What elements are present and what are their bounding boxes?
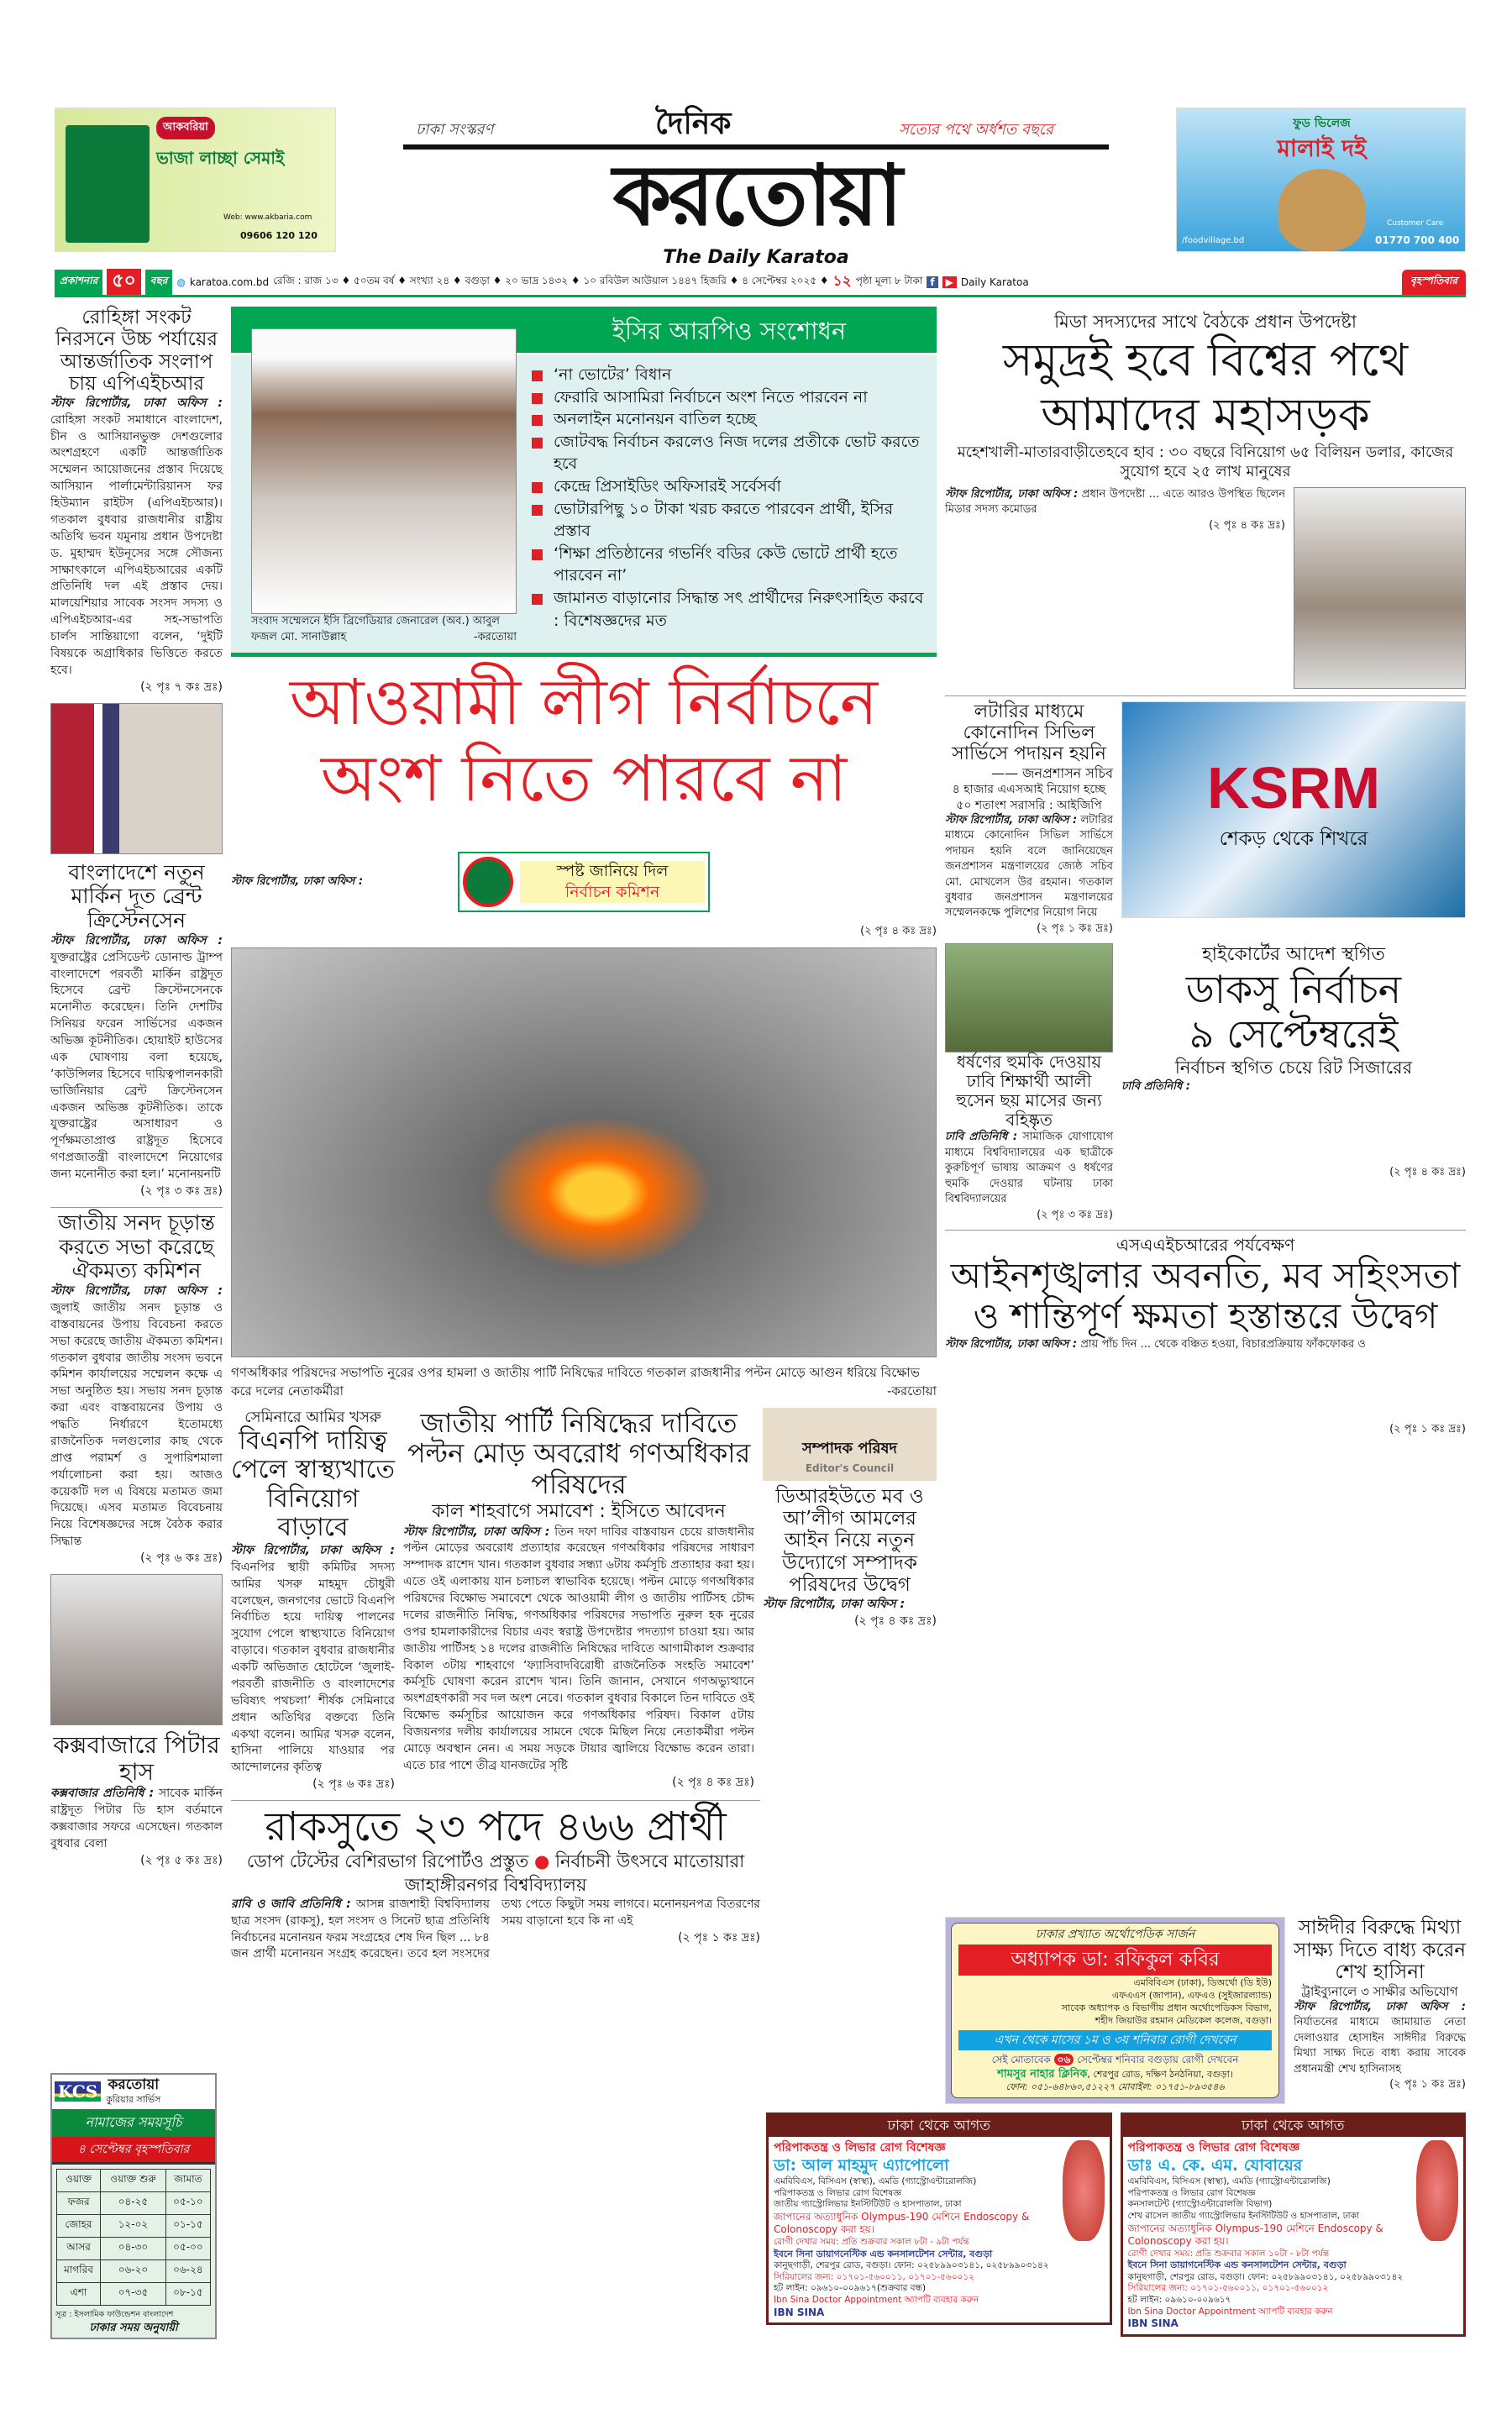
headline: রোহিঙ্গা সংকট নিরসনে উচ্চ পর্যায়ের আন্তর্জাতিক সংলাপ চায় এপিএইচআর: [55, 307, 218, 396]
story-jatiya-party: [403, 1408, 754, 1792]
subheadline: কাল শাহবাগে সমাবেশ : ইসিতে আবেদন: [432, 1500, 726, 1522]
ad-care-label: Customer Care: [1387, 219, 1444, 228]
ad-brand: আকবরিয়া: [156, 117, 215, 139]
prayer-row: ফজর ০৪-২৫ ০৫-১০: [57, 2191, 211, 2214]
jump-link[interactable]: (২ পৃঃ ৪ কঃ দ্রঃ): [860, 925, 937, 938]
globe-icon: ◍: [176, 276, 186, 288]
ec-inset-box: [458, 852, 710, 912]
right-row-3: [945, 1917, 1466, 2104]
ad-brand: ফুড ভিলেজ: [1293, 117, 1351, 130]
bullet-square-icon: [532, 549, 543, 560]
story-body: স্টাফ রিপোর্টার, ঢাকা অফিস : লটারির মাধ্যমে কোনোদিন সিভিল সার্ভিসে পদায়ন হয়নি বলে জানিয়েছেন জনপ্রশাসন মন্ত্রণালয়ের জ্যেষ্ঠ সচিব মো. মোখলেস উর রহমান। গতকাল বুধবার জনপ্রশাসন মন্ত্রণালয়ের সম্মেলনকক্ষে পুলিশের নিয়োগ নিয়ে (২ পৃঃ ১ কঃ দ্রঃ): [945, 813, 1113, 935]
kcs-header: [52, 2075, 215, 2108]
years-badge: ৫০: [107, 269, 141, 297]
ec-point: ‘না ভোটের’ বিধান: [532, 364, 927, 386]
ad-gastro-doctor[interactable]: ঢাকা থেকে আগত পরিপাকতন্ত্র ও লিভার রোগ বিশেষজ্ঞ ডাঃ এ. কে. এম. যোবায়ের এমবিবিএস, বিসিএস (স্বাস্থ্য), এমডি (গ্যাস্ট্রোএন্টারোলজি) পরিপাকতন্ত্র ও লিভার রোগ বিশেষজ্ঞ কনসালটেন্ট (গ্যাস্ট্রোএন্টারোলজি বিভাগ) শেখ রাসেল জাতীয় গ্যাস্ট্রোলিভার ইনস্টিটিউট ও হাসপাতাল, ঢাকা জাপানের অত্যাধুনিক Olympus-190 মেশিনে Endoscopy & Colonoscopy করা হয়। রোগী দেখার সময়: প্রতি শুক্রবার সকাল ১০টা - ৮টা পর্যন্ত ইবনে সিনা ডায়াগনেস্টিক এন্ড কনসালটেশন সেন্টার, বগুড়া কানুছগাড়ী, শেরপুর রোড, বগুড়া। ফোন: ০২৫৮৯৯০৩১৪১, ০২৫৮৯৯০৩১৪২ সিরিয়ালের জন্য: ০১৭০১-৫৬০০১১, ০১৭০১-৫৬০০১২ হট লাইন: ০৯৬১০-০০৯৬১৭ Ibn Sina Doctor Appointment অ্যাপটি ব্যবহার করুন IBN SINA: [1121, 2112, 1467, 2337]
story-body: রাবি ও জাবি প্রতিনিধি : আসন্ন রাজশাহী বিশ্ববিদ্যালয় ছাত্র সংসদ (রাকসু), হল সংসদ ও সিনেট ছাত্র প্রতিনিধি নির্বাচনের মনোনয়ন ফরম সংগ্রহের শেষ দিন ছিল ... ৮৪ জন প্রার্থী মনোনয়ন সংগ্রহ করেছেন। তবে হল সংসদের তথ্য পেতে কিছুটা সময় লাগবে। মনোনয়নপত্র বিতরণের সময় বাড়ানো হবে কি না এই (২ পৃঃ ১ কঃ দ্রঃ): [231, 1897, 760, 1961]
schedule: এখন থেকে মাসের ১ম ও ৩য় শনিবার রোগী দেখবেন: [958, 2030, 1272, 2051]
facebook-icon[interactable]: f: [927, 276, 937, 288]
headline: জাতীয় পার্টি নিষিদ্ধের দাবিতে পল্টন মোড় অবরোধ গণঅধিকার পরিষদের: [407, 1406, 751, 1501]
story-body: স্টাফ রিপোর্টার, ঢাকা অফিস : (২ পৃঃ ৪ কঃ দ্রঃ): [763, 1597, 937, 1628]
subheadline: মহেশখালী-মাতারবাড়ীতেহবে হাব : ৩০ বছরে বিনিয়োগ ৬৫ বিলিয়ন ডলার, কাজের সুযোগ হবে ২৫ লাখ মানুষের: [957, 443, 1454, 481]
story-body: [50, 396, 223, 696]
story-hasina-testimony: [1294, 1917, 1466, 2093]
story-peter-haas: [50, 1732, 223, 1870]
prayer-note: ঢাকার সময় অনুযায়ী: [89, 2322, 178, 2334]
headline: সাঈদীর বিরুদ্ধে মিথ্যা সাক্ষ্য দিতে বাধ্য করেন শেখ হাসিনা: [1294, 1917, 1467, 1984]
masthead-slogan: সত্যের পথে অর্ধশত বছরে: [899, 121, 1053, 139]
ec-point: জোটবদ্ধ নির্বাচন করলেও নিজ দলের প্রতীকে ভোট করতে হবে: [532, 431, 927, 475]
story-dhaka-univ-expelled: [945, 1052, 1113, 1223]
story-body: স্টাফ রিপোর্টার, ঢাকা অফিস : নির্যাতনের মাধ্যমে জামায়াত নেতা দেলাওয়ার হোসাইন সাঈদীর বিরুদ্ধে মিথ্যা সাক্ষ্য দিতে বাধ্য করায় সাবেক প্রধানমন্ত্রী শেখ হাসিনাসহ (২ পৃঃ ১ কঃ দ্রঃ): [1294, 2001, 1466, 2091]
bullet-square-icon: [532, 438, 543, 449]
jump-link[interactable]: (২ পৃঃ ৬ কঃ দ্রঃ): [140, 1551, 223, 1565]
inset-line-1: স্পষ্ট জানিয়ে দিল: [556, 862, 669, 881]
bullet-square-icon: [532, 415, 543, 426]
story-body: ঢাবি প্রতিনিধি : সামাজিক যোগাযোগ মাধ্যমে বিশ্ববিদ্যালয়ের এক ছাত্রীকে কুরুচিপূর্ণ ভাষায় আক্রমণ ও ধর্ষণের হুমকি দেওয়ার ঘটনায় ঢাকা বিশ্ববিদ্যালয়ের (২ পৃঃ ৩ কঃ দ্রঃ): [945, 1131, 1113, 1221]
story-editors-council: [763, 1408, 937, 1630]
ec-points-list: [532, 364, 927, 632]
doctor-name: অধ্যাপক ডা: রফিকুল কবির: [958, 1945, 1272, 1976]
ec-secretary-photo: [251, 328, 517, 614]
bottom-doctor-ads: [766, 2112, 1466, 2337]
ad-gastro-doctor[interactable]: ঢাকা থেকে আগত পরিপাকতন্ত্র ও লিভার রোগ বিশেষজ্ঞ ডা: আল মাহমুদ এ্যাপোলো এমবিবিএস, বিসিএস (স্বাস্থ্য), এমডি (গ্যাস্ট্রোএন্টারোলজি) পরিপাকতন্ত্র ও লিভার রোগ বিশেষজ্ঞ জাতীয় গ্যাস্ট্রোলিভার ইনস্টিটিউট ও হাসপাতাল, ঢাকা জাপানের অত্যাধুনিক Olympus-190 মেশিনে Endoscopy & Colonoscopy করা হয়। রোগী দেখার সময়: প্রতি শুক্রবার সকাল ৮টা - ৯টা পর্যন্ত ইবনে সিনা ডায়াগনেস্টিক এন্ড কনসালটেশন সেন্টার, বগুড়া কানুছগাড়ী, শেরপুর রোড, বগুড়া। ফোন: ০২৫৮৯৯০৩১৪১, ০২৫৮৯৯০৩১৪২ সিরিয়ালের জন্য: ০১৭০১-৫৬০০১১, ০১৭০১-৫৬০০১২ হট লাইন: ০৯৬১০-০০৯৬১৭(শুক্রবার বন্ধ) Ibn Sina Doctor Appointment অ্যাপটি ব্যবহার করুন IBN SINA: [766, 2112, 1112, 2325]
headline: আইনশৃঙ্খলার অবনতি, মব সহিংসতা ও শান্তিপূর্ণ ক্ষমতা হস্তান্তরে উদ্বেগ: [950, 1255, 1461, 1337]
headline: বিএনপি দায়িত্ব পেলে স্বাস্থ্যখাতে বিনিয়োগ বাড়াবে: [231, 1425, 395, 1543]
doi-pot-image: [1278, 169, 1366, 251]
story-khosru: [231, 1408, 395, 1794]
bullet-square-icon: [532, 370, 543, 381]
ad-product: ভাজা লাচ্ছা সেমাই: [156, 148, 285, 168]
body-text: সাবেক মার্কিন রাষ্ট্রদূত পিটার ডি হাস বর্তমানে কক্সবাজার সফরে এসেছেন। গতকাল বুধবার বেলা: [50, 1787, 223, 1850]
story-body: স্টাফ রিপোর্টার, ঢাকা অফিস : বিএনপির স্থায়ী কমিটির সদস্য আমির খসরু মাহমুদ চৌধুরী বলেছেন, জনগণের ভোটে বিএনপি নির্বাচিত হয়ে দায়িত্ব পালনের সুযোগ পেলে স্বাস্থ্যখাতে বিনিয়োগ বাড়াবে। গতকাল বুধবার রাজধানীর একটি অভিজাত হোটেলে ‘জুলাই-পরবর্তী রাজনীতি ও বাংলাদেশের ভবিষ্যৎ পথচলা’ শীর্ষক সেমিনারে প্রধান অতিথির বক্তব্যে তিনি একথা বলেন। আমির খসরু বলেন, হাসিনা পালিয়ে যাওয়ার পর আন্দোলনের কৃতিত্ব (২ পৃঃ ৬ কঃ দ্রঃ): [231, 1543, 395, 1792]
story-sahr: [945, 1230, 1466, 1438]
attribution: —— জনপ্রশাসন সচিব: [991, 764, 1113, 781]
kcs-brand: করতোয়া: [108, 2076, 160, 2094]
ad-header: ঢাকা থেকে আগত: [1123, 2115, 1464, 2137]
ec-rpo-box: [231, 307, 937, 657]
pub-label-b: বছর: [145, 270, 173, 295]
info-strip: [55, 269, 1466, 297]
subheadline: ট্রাইব্যুনালে ৩ সাক্ষীর অভিযোগ: [1301, 1983, 1458, 1999]
kicker: হাইকোর্টের আদেশ স্থগিত: [1202, 944, 1385, 966]
body-text: জুলাই জাতীয় সনদ চূড়ান্ত ও বাস্তবায়নের উপায় বিবেচনা করতে সভা করেছে জাতীয় ঐকমত্য কমিশন। গতকাল বুধবার জাতীয় সংসদ ভবনে কমিশন কার্যালয়ের সম্মেলন কক্ষে এ সভা অনুষ্ঠিত হয়। সভায় সনদ চূড়ান্ত করা এবং বাস্তবায়নের উপায় ও পদ্ধতি নির্ধারণে ইতোমধ্যে রাজনৈতিক দলগুলোর কাছ থেকে প্রাপ্ত পরামর্শ ও সুপারিশমালা পর্যালোচনা করা হয়। আজও কয়েকটি দল এ বিষয়ে মতামত জমা দিয়েছে। এসব মতামত বিবেচনায় নিয়ে বিশেষজ্ঞদের সঙ্গে বৈঠক করার সিদ্ধান্ত: [50, 1300, 223, 1549]
headline: জাতীয় সনদ চূড়ান্ত করতে সভা করেছে ঐকমত্য কমিশন: [58, 1210, 215, 1283]
kcs-logo: KCS: [55, 2081, 101, 2102]
story-body: স্টাফ রিপোর্টার, ঢাকা অফিস : প্রধান উপদেষ্টা ... এতে আরও উপস্থিত ছিলেন মিডার সদস্য কমোডর (২ পৃঃ ৪ কঃ দ্রঃ): [945, 487, 1466, 689]
prayer-row: জোহর ১২-০২ ০১-১৫: [57, 2214, 211, 2237]
lead-headline: [231, 664, 937, 816]
masthead-dainik: দৈনিক: [655, 107, 732, 141]
prayer-table: [56, 2169, 211, 2306]
subheadline: ডোপ টেস্টের বেশিরভাগ রিপোর্টও প্রস্তুত ● নির্বাচনী উৎসবে মাতোয়ারা জাহাঙ্গীরনগর বিশ্ববিদ্যালয়: [246, 1851, 745, 1895]
prayer-title: নামাজের সময়সূচি: [52, 2109, 215, 2137]
ad-web: Web: www.akbaria.com: [223, 213, 312, 222]
story-us-ambassador: [50, 861, 223, 1200]
prayer-times-box: [50, 2073, 217, 2339]
jump-link[interactable]: (২ পৃঃ ৩ কঃ দ্রঃ): [140, 1184, 223, 1198]
story-lottery: [945, 701, 1113, 937]
kicker: সেমিনারে আমির খসরু: [244, 1408, 381, 1426]
byline: স্টাফ রিপোর্টার, ঢাকা অফিস :: [50, 1284, 223, 1298]
byline: স্টাফ রিপোর্টার, ঢাকা অফিস :: [50, 933, 223, 947]
prayer-row: এশা ০৭-৩৫ ০৮-১৫: [57, 2282, 211, 2305]
jump-link[interactable]: (২ পৃঃ ৭ কঃ দ্রঃ): [140, 680, 223, 694]
story-body: ঢাবি প্রতিনিধি : (২ পৃঃ ৪ কঃ দ্রঃ): [1121, 1080, 1466, 1178]
right-column: [945, 311, 1466, 2104]
story-body: [50, 933, 223, 1200]
ad-fb: /foodvillage.bd: [1182, 236, 1245, 245]
ad-ksrm[interactable]: [1121, 701, 1466, 918]
bullet-square-icon: [532, 393, 543, 404]
story-body: স্টাফ রিপোর্টার, ঢাকা অফিস : প্রায় পাঁচ দিন ... থেকে বঞ্চিত হওয়া, বিচারপ্রক্রিয়ায় ফাঁকফোকর ও (২ পৃঃ ১ কঃ দ্রঃ): [945, 1337, 1466, 1436]
doctor-name: ডাঃ এ. কে. এম. যোবায়ের: [1127, 2156, 1303, 2175]
lead-line-1: আওয়ামী লীগ নির্বাচনে: [289, 664, 879, 739]
ad-ortho-surgeon[interactable]: [945, 1917, 1285, 2104]
page-count: ১২: [832, 272, 852, 290]
body-text: রোহিঙ্গা সংকট সমাধানে বাংলাদেশ, চীন ও আসিয়ানভুক্ত দেশগুলোর অংশগ্রহণে একটি আন্তর্জাতিক সম্মেলন আয়োজনের প্রস্তাব দিয়েছে আসিয়ান পার্লামেন্টারিয়ানস ফর হিউম্যান রাইটস (এপিএইচআর)। গতকাল বুধবার রাজধানীর রাষ্ট্রীয় অতিথি ভবন যমুনায় প্রধান উপদেষ্টা ড. মুহাম্মদ ইউনূসের সঙ্গে সৌজন্য সাক্ষাৎকালে এপিএইচআরের একটি প্রতিনিধি দল এই প্রস্তাব দেয়। মালয়েশিয়ার সাবেক সংসদ সদস্য ও এপিএইচআর-এর সহ-সভাপতি চার্লস সান্তিয়াগো বলেন, ‘দুইটি বিষয়কে অগ্রাধিকার ভিত্তিতে করতে হবে।: [50, 412, 223, 677]
story-raksu: [231, 1800, 760, 1963]
social-handle: Daily Karatoa: [960, 276, 1029, 288]
byline: স্টাফ রিপোর্টার, ঢাকা অফিস :: [50, 396, 223, 410]
ec-photo-caption: সংবাদ সম্মেলনে ইসি ব্রিগেডিয়ার জেনারেল (অব.) আবুল ফজল মো. সানাউল্লাহ -করতোয়া: [251, 615, 517, 643]
intestine-illustration: [1063, 2140, 1105, 2241]
prayer-date: ৪ সেপ্টেম্বর বৃহস্পতিবার: [52, 2137, 215, 2165]
bullet-square-icon: [532, 594, 543, 605]
story-body: [50, 1283, 223, 1567]
ec-point: কেন্দ্রে প্রিসাইডিং অফিসারই সর্বেসর্বা: [532, 475, 927, 498]
masthead-english: The Daily Karatoa: [663, 247, 849, 268]
kicker: এসএএইচআরের পর্যবেক্ষণ: [1116, 1235, 1295, 1256]
byline: কক্সবাজার প্রতিনিধি :: [50, 1787, 155, 1801]
headline: সমুদ্রই হবে বিশ্বের পথে আমাদের মহাসড়ক: [1002, 333, 1409, 442]
lead-line-2: অংশ নিতে পারবে না: [320, 740, 848, 816]
yunus-photo: [1294, 487, 1466, 689]
story-sea-highway: [945, 311, 1466, 689]
story-national-charter: [50, 1207, 223, 1567]
ad-care: 01770 700 400: [1375, 234, 1460, 246]
kicker: মিডা সদস্যদের সাথে বৈঠকে প্রধান উপদেষ্টা: [1054, 312, 1357, 332]
ibn-sina-logo: IBN SINA: [774, 2306, 825, 2318]
product-box: [66, 125, 150, 243]
story-body: স্টাফ রিপোর্টার, ঢাকা অফিস : তিন দফা দাবির বাস্তবায়ন চেয়ে রাজধানীর পল্টন মোড়ের অবরোধ প্রত্যাহার করেছেন গণঅধিকার পরিষদের সাধারণ সম্পাদক রাশেদ খান। গতকাল বুধবার সন্ধ্যা ৬টায় কর্মসূচি প্রত্যাহার করা হয়। এতে ওই এলাকায় যান চলাচল স্বাভাবিক হয়েছে। পল্টন মোড়ে গণঅধিকার পরিষদের বিক্ষোভ সমাবেশে থেকে আওয়ামী লীগ ও জাতীয় পার্টিসহ চৌদ্দ দলের রাজনীতি নিষিদ্ধ, গণঅধিকার পরিষদের সভাপতি নুরুল হক নুরের ওপর হামলাকারীদের বিচার এবং স্বরাষ্ট্র উপদেষ্টার পদত্যাগ চাওয়া হয়। আর জাতীয় পার্টিসহ ১৪ দলের রাজনীতি নিষিদ্ধের দাবিতে আগামীকাল শুক্রবার বিকাল ৩টায় শাহবাগে ‘ফ্যাসিবাদবিরোধী রাজনৈতিক সংহতি সমাবেশ’ কর্মসূচি ঘোষণা করেন রাশেদ খান। তিনি জানান, সেখানে গণঅভ্যুত্থানে অংশগ্রহণকারী সব দল অংশ নেবে। গতকাল বুধবার বিকালে তিন দাবিতে ওই বিক্ষোভ কর্মসূচির আয়োজন করে গণঅধিকার পরিষদ। বিকাল ৫টায় বিজয়নগর দলীয় কার্যালয়ের সামনে থেকে মিছিল নিয়ে নেতাকর্মীরা পল্টন মোড়ে অবস্থান নেন। এ সময় সড়কে টায়ার জ্বালিয়ে বিক্ষোভ করেন তারা। এতে চার পাশে তীব্র যানজটের সৃষ্টি (২ পৃঃ ৪ কঃ দ্রঃ): [403, 1525, 754, 1789]
doctor-name: ডা: আল মাহমুদ এ্যাপোলো: [774, 2156, 949, 2175]
intestine-illustration: [1416, 2140, 1458, 2241]
headline: ধর্ষণের হুমকি দেওয়ায় ঢাবি শিক্ষার্থী আলী হুসেন ছয় মাসের জন্য বহিষ্কৃত: [956, 1052, 1102, 1131]
center-lower-row: [231, 1408, 937, 1794]
youtube-icon[interactable]: ▶: [942, 276, 957, 288]
weekday-badge: বৃহস্পতিবার: [1402, 270, 1466, 295]
ad-malai-doi[interactable]: [1176, 108, 1466, 252]
ec-point: ‘শিক্ষা প্রতিষ্ঠানের গভর্নিং বডির কেউ ভোটে প্রার্থী হতে পারবেন না’: [532, 543, 927, 587]
story-ducsu: [1121, 943, 1466, 1180]
subheadline: ৪ হাজার এএসআই নিয়োগ হচ্ছে: [952, 783, 1106, 797]
headline-line-1: ডাকসু নির্বাচন: [1185, 966, 1402, 1012]
masthead: [403, 108, 1109, 271]
body-text: যুক্তরাষ্ট্রের প্রেসিডেন্ট ডোনাল্ড ট্রাম্প বাংলাদেশে পরবর্তী মার্কিন রাষ্ট্রদূত হিসেবে ব্রেন্ট ক্রিস্টেনসেনকে মনোনীত করেছেন। তিনি দেশটির সিনিয়র ফরেন সার্ভিসের একজন অভিজ্ঞ কূটনীতিক। হোয়াইট হাউসের এক ঘোষণায় বলা হয়েছে, ‘কাউন্সিলর হিসেবে দায়িত্বপালনকারী ভার্জিনিয়ার ব্রেন্ট ক্রিস্টেনসেন একজন অভিজ্ঞ কূটনীতিক। তাকে যুক্তরাষ্ট্রের অসাধারণ ও পূর্ণক্ষমতাপ্রাপ্ত রাষ্ট্রদূত হিসেবে গণপ্রজাতন্ত্রী বাংলাদেশে নিয়োগের জন্য মনোনীত করা হল।’ মনোনয়নটি: [50, 950, 223, 1181]
ibn-sina-logo: IBN SINA: [1127, 2317, 1179, 2330]
ali-hussain-photo: [945, 943, 1113, 1052]
ec-point: ভোটারপিছু ১০ টাকা খরচ করতে পারবেন প্রার্থী, ইসির প্রস্তাব: [532, 498, 927, 543]
lead-body: [231, 823, 937, 941]
prayer-header-row: ওয়াক্ত ওয়াক্ত শুরু জামাত: [57, 2169, 211, 2191]
ec-point: অনলাইন মনোনয়ন বাতিল হচ্ছে: [532, 408, 927, 431]
protest-photo-caption: গণঅধিকার পরিষদের সভাপতি নুরের ওপর হামলা ও জাতীয় পার্টি নিষিদ্ধের দাবিতে গতকাল রাজধানীর পল্টন মোড়ে আগুন ধরিয়ে বিক্ষোভ করে দলের নেতাকর্মীরা -করতোয়া: [231, 1365, 937, 1399]
masthead-title: করতোয়া: [403, 144, 1109, 242]
bullet-square-icon: [532, 482, 543, 493]
subheadline: নির্বাচন স্থগিত চেয়ে রিট সিজারের: [1174, 1057, 1413, 1078]
left-column: [50, 307, 223, 2339]
prayer-source: সূত্র : ইসলামিক ফাউন্ডেশন বাংলাদেশ: [55, 2309, 174, 2319]
ec-title: ইসির আরপিও সংশোধন: [612, 317, 847, 345]
bullet-square-icon: [532, 505, 543, 516]
protest-fire-photo: [231, 947, 937, 1357]
prayer-row: আসর ০৪-৩০ ০৫-০০: [57, 2237, 211, 2259]
website-link[interactable]: karatoa.com.bd: [189, 276, 270, 288]
issue-info: রেজি : রাজ ১৩ ♦ ৫০তম বর্ষ ♦ সংখ্যা ২৪ ♦ বগুড়া ♦ ২০ ভাদ্র ১৪৩২ ♦ ১০ রবিউল আউয়াল ১৪৪৭ হিজরি ♦ ৪ সেপ্টেম্বর ২০২৫ ♦: [273, 274, 829, 286]
inset-line-2: নির্বাচন কমিশন: [564, 883, 660, 902]
doctor-quals: এমবিবিএস (ঢাকা), ডিঅর্থো (ডি ইউ) এফএএস (জাপান), এফএও (সুইজারল্যান্ড) সাবেক অধ্যাপক ও বিভাগীয় প্রধান অর্থোপেডিকস বিভাগ, শহীদ জিয়াউর রহমান মেডিকেল কলেজ, বগুড়া।: [1061, 1977, 1272, 2026]
ksrm-logo: KSRM: [1206, 754, 1381, 821]
story-body: [50, 1786, 223, 1869]
price: পৃষ্ঠা মূল্য ৮ টাকা: [855, 274, 923, 286]
ad-header: ঢাকা থেকে আগত: [769, 2115, 1110, 2137]
headline: বাংলাদেশে নতুন মার্কিন দূত ব্রেন্ট ক্রিস্টেনসেন: [68, 859, 205, 932]
ec-point: জামানত বাড়ানোর সিদ্ধান্ত সৎ প্রার্থীদের নিরুৎসাহিত করবে : বিশেষজ্ঞদের মত: [532, 587, 927, 632]
ad-inner: ঢাকার প্রখ্যাত অর্থোপেডিক সার্জন অধ্যাপক ডা: রফিকুল কবির এমবিবিএস (ঢাকা), ডিঅর্থো (ডি ইউ) এফএএস (জাপান), এফএও (সুইজারল্যান্ড) সাবেক অধ্যাপক ও বিভাগীয় প্রধান অর্থোপেডিকস বিভাগ, শহীদ জিয়াউর রহমান মেডিকেল কলেজ, বগুড়া। এখন থেকে মাসের ১ম ও ৩য় শনিবার রোগী দেখবেন সেই মোতাবেক ০৬ সেপ্টেম্বর শনিবার বগুড়ায় রোগী দেখবেন শামসুর নাহার ক্লিনিক, শেরপুর রোড, দক্ষিণ ঠনঠনিয়া, বগুড়া। ফোন: ০৫১-৬৪৮৬০,৫১২২৭ মোবাইল: ০১৭৫১-৮৯৩৫৪৬: [951, 1923, 1279, 2098]
peter-haas-photo: [50, 1574, 223, 1725]
headline: লটারির মাধ্যমে কোনোদিন সিভিল সার্ভিসে পদায়ন হয়নি: [952, 701, 1106, 765]
right-row-2: [945, 943, 1466, 1223]
subheadline-2: ৫০ শতাংশ সরাসরি : আইজিপি: [956, 798, 1102, 812]
ec-logo-icon: [463, 857, 513, 907]
ec-point: ফেরারি আসামিরা নির্বাচনে অংশ নিতে পারবেন না: [532, 386, 927, 409]
edition-label: ঢাকা সংস্করণ: [416, 121, 494, 139]
ad-akbaria[interactable]: [55, 108, 336, 252]
story-rohingya: [50, 307, 223, 696]
ksrm-tagline: শেকড় থেকে শিখরে: [1219, 827, 1368, 850]
headline: ডিআরইউতে মব ও আ’লীগ আমলের আইন নিয়ে নতুন উদ্যোগে সম্পাদক পরিষদের উদ্বেগ: [775, 1485, 924, 1597]
right-row-1: [945, 695, 1466, 937]
byline: স্টাফ রিপোর্টার, ঢাকা অফিস :: [231, 874, 364, 888]
ad-product: মালাই দই: [1277, 134, 1367, 162]
jump-link[interactable]: (২ পৃঃ ৫ কঃ দ্রঃ): [140, 1853, 223, 1867]
headline: কক্সবাজারে পিটার হাস: [53, 1730, 220, 1787]
ambassador-photo: [50, 703, 223, 854]
ad-phone: 09606 120 120: [240, 230, 318, 241]
center-column: [231, 307, 937, 2339]
headline: রাকসুতে ২৩ পদে ৪৬৬ প্রার্থী: [265, 1803, 727, 1851]
editors-council-logo: সম্পাদক পরিষদ Editor's Council: [763, 1408, 937, 1481]
headline-line-2: ৯ সেপ্টেম্বরেই: [1189, 1010, 1399, 1057]
kcs-sub: কুরিয়ার সার্ভিস: [106, 2093, 161, 2105]
prayer-row: মাগরিব ০৬-২০ ০৬-২৪: [57, 2259, 211, 2282]
pub-label: প্রকাশনার: [55, 270, 102, 295]
